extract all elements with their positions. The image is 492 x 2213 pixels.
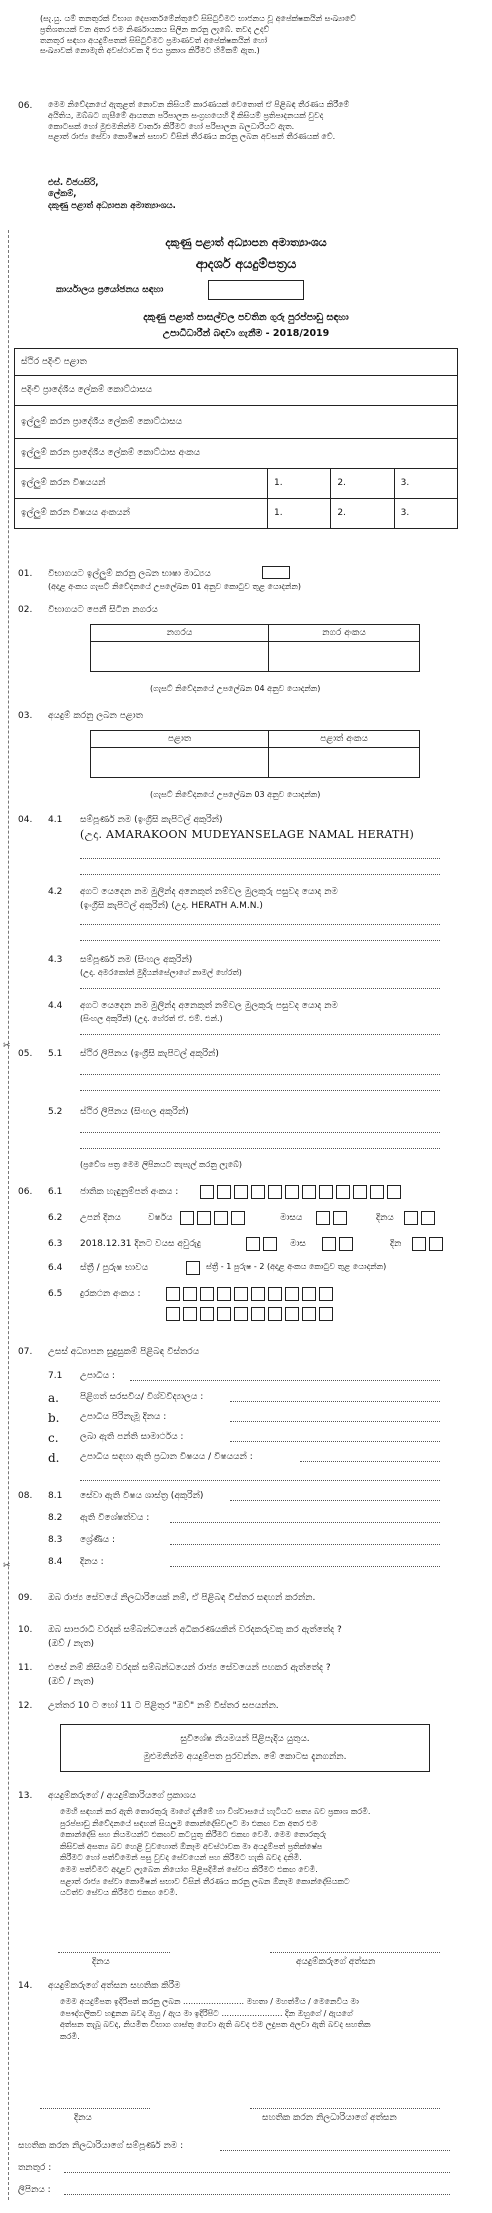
choice-label: 1. [274,508,283,519]
item-label: ඇති විශේෂත්වය : [80,1513,150,1523]
full-name-english-line[interactable] [80,858,440,859]
section-05-number: 05. [18,1049,33,1059]
answer-line[interactable] [170,1522,440,1523]
address-sinhala-line[interactable] [80,1132,440,1133]
declaration-line: පුරප්පාඩු නිවේදනයේ සඳහන් සියලුම කොන්දේසිවලට මා එකඟ වන අතර එම [60,1818,318,1828]
certifying-officer-signature-label: සහතික කරන නිලධාරියාගේ අත්සන [262,2113,397,2123]
digit-box[interactable] [319,1307,333,1321]
digit-box[interactable] [322,1237,336,1251]
medium-box[interactable] [262,566,290,579]
digit-box[interactable] [183,1307,197,1321]
item-6-3-label: 2018.12.31 දිනට වයස අවුරුදු [80,1239,201,1249]
item-6-5-number: 6.5 [48,1289,63,1299]
digit-box[interactable] [234,1287,248,1301]
declaration-line: යටත්ව සේවය කිරීමට එකඟ වෙමි. [60,1888,178,1898]
item-5-1-number: 5.1 [48,1049,63,1059]
item-number: 8.3 [48,1535,63,1545]
town-column-label: නගරය [166,628,193,638]
section-03-note: (ගැසට් නිවේදනයේ උපලේඛන 03 අනුව යොදන්න) [150,790,321,799]
digit-box[interactable] [285,1185,299,1199]
section-01-note: (අදාළ අංකය ගැසට් නිවේදනයේ උපලේඛන 01 අනුව කොටුව තුළ යොදන්න) [48,582,302,591]
certifying-officer-name-line[interactable] [220,2150,450,2151]
item-5-2-number: 5.2 [48,1107,63,1117]
item-4-1-label: සම්පූර්ණ නම (ඉංග්‍රීසි කැපිටල් අකුරින්) [80,815,223,825]
table-row[interactable] [15,376,458,406]
item-label: උපාධිය පිරිනැමූ දිනය : [80,1412,167,1422]
item-6-2-number: 6.2 [48,1213,63,1223]
row-label: ස්ථිර පදිංචි පළාත [21,356,87,367]
dob-day-label: දිනය [376,1213,394,1223]
address-english-line[interactable] [80,1074,440,1075]
item-5-2-label: ස්ථිර ලිපිනය (සිංහල අකුරින්) [80,1107,189,1117]
item-4-3-label: සම්පූර්ණ නම (සිංහල අකුරින්) [80,955,193,965]
notice-line: ප්‍රතිශතයක් වන අතර එම නිර්ණායකය සිලින කරනු ලැබේ. තවද උදව් [40,24,270,34]
table-row[interactable] [15,406,458,439]
section-09-label: ඔබ රාජ්‍ය සේවයේ නිලධාරියෙක් නම්, ඒ පිළිබඳ විස්තර සඳහන් කරන්න. [48,1593,316,1603]
notice-box-line-2: මුළුමනින්ම අයදුම්පත පුරවන්න. මේ කොටස දැනගන්න. [143,1752,347,1762]
item-6-3-number: 6.3 [48,1239,63,1249]
item-4-4-label: අගට යෙදෙන නම මුලින්ද අනෙකුත් නම්වල මුලකුරු පසුවද යොද නම [80,1001,338,1011]
section-02-note: (ගැසට් නිවේදනයේ උපලේඛන 04 අනුව යොදන්න) [150,684,321,693]
town-header [91,625,269,642]
item-6-2-label: උපන් දිනය [80,1213,121,1223]
section-13-number: 13. [18,1791,33,1801]
row-label: ඉල්ලුම් කරන විෂයය අංකයන් [21,508,130,519]
item-letter: a. [48,1391,59,1405]
section-09-number: 09. [18,1593,33,1603]
section-03-label: අයදුම් කරනු ලබන පළාත [48,711,143,721]
digit-box[interactable] [285,1287,299,1301]
digit-box[interactable] [200,1307,214,1321]
notice-line: (සැ.යු. යම් තනතුරක් විභාග දෙපාර්තමේන්තුවේ සිසිටුවීමට භාජනය වූ අපේක්ෂකයින් සංඛ්‍යාවේ [40,14,356,23]
full-name-sinhala-line[interactable] [80,988,440,989]
digit-box[interactable] [333,1211,347,1225]
choice-label: 2. [337,478,346,489]
certification-line: අත්සන තැබූ බවද, නියමිත විභාග ගාස්තු ගෙවා ඇති බවද එම ලදුපත අලවා ඇති බවද සහතික [60,2020,371,2030]
answer-line[interactable] [230,1421,440,1422]
digit-box[interactable] [319,1287,333,1301]
digit-box[interactable] [336,1185,350,1199]
item-4-3-example: (උදා. අමරකෝන් මුදියන්සේලාගේ නාමල් හේරත්) [80,968,242,977]
item-06-line: කොටසක් හෝ මුළුමනින්ම වාර්තා කිරීමට හෝ පරිපාලන බලධාරියට ඇත. [48,121,295,131]
signatory-name: එස්. විජයසිරි, [48,178,99,188]
cut-line [8,230,9,2200]
certifying-officer-address-label: ලිපිනය : [18,2185,51,2195]
address-sinhala-line[interactable] [80,1148,440,1149]
declaration-date-label: දිනය [92,1957,110,1967]
digit-box[interactable] [319,1185,333,1199]
digit-box[interactable] [268,1307,282,1321]
item-06-line: මෙම නිවේදනයේ ඇතුළත් නොවන කිසියම් කාරණයක් වෙතොත් ඒ පිළිබඳ තීරණය කිරීමේ [48,100,350,109]
dob-year-label: වර්ෂය [148,1213,173,1223]
initials-english-line[interactable] [80,940,440,941]
certification-line: කරමි. [60,2031,80,2041]
row-label: ඉල්ලුම් කරන ප්‍රාදේශීය ලේකම් කොට්ඨාසය [21,416,183,427]
digit-box[interactable] [166,1307,180,1321]
item-4-1-number: 4.1 [48,815,63,825]
item-6-1-label: ජාතික හැඳුනුම්පත් අංකය : [80,1187,179,1197]
answer-line[interactable] [230,1500,440,1501]
digit-box[interactable] [387,1185,401,1199]
province-number-header [269,731,420,748]
item-number: 8.4 [48,1557,63,1567]
section-10-label: ඔබ සාපරාධී වරදක් සම්බන්ධයෙන් අධිකරණයකින් වරදකරුවකු කර ඇත්තේද ? [48,1625,342,1635]
answer-line[interactable] [170,1566,440,1567]
digit-box[interactable] [429,1237,443,1251]
digit-box[interactable] [421,1211,435,1225]
province-header [91,731,269,748]
declaration-line: කිරීමට හෝ පත්වීමෙන් පසු වුවද සේවයෙන් පහ කිරීමට හැකි බවද දනිමි. [60,1853,302,1863]
certification-text [60,1996,480,2042]
town-number-header [269,625,420,642]
important-notice-box [60,1724,430,1772]
item-label: උපාධිය සඳහා ඇති ප්‍රධාන විෂයය / විෂයයන් : [80,1452,253,1462]
row-label: පදිංචි ප්‍රාදේශීය ලේකම් කොට්ඨාසය [21,385,153,396]
item-4-2-label-2: (ඉංග්‍රීසි කැපිටල් අකුරින්) (උදා. HERATH A.M.N.) [80,901,263,911]
choice-cell[interactable] [331,499,394,529]
form-subtitle-1: දකුණු පළාත් පාසල්වල පවතින ගුරු පුරප්පාඩු සඳහා [143,312,349,323]
item-4-1-example: (උදා. AMARAKOON MUDEYANSELAGE NAMAL HERATH) [80,828,415,841]
digit-box[interactable] [251,1287,265,1301]
section-08-number: 08. [18,1491,33,1501]
town-number-input[interactable] [269,642,420,672]
town-table [90,624,420,672]
province-table [90,730,420,778]
item-label: ශ්‍රේණිය : [80,1535,116,1545]
item-4-4-number: 4.4 [48,1001,63,1011]
item-4-4-label-2: (සිංහල අකුරින්) (උදා. හේරත් ඒ. එම්. එන්.) [80,1014,223,1023]
digit-box[interactable] [404,1211,418,1225]
section-14-number: 14. [18,1981,33,1991]
item-label: ලබා ඇති පන්ති සාමාර්ථය : [80,1432,184,1442]
section-01-label: විභාගයට ඉල්ලුම් කරනු ලබන භාෂා මාධ්‍යය [48,569,211,579]
digit-box[interactable] [246,1237,260,1251]
choice-label: 1. [274,478,283,489]
declaration-line: කොන්දේසි සහ නියමයන්ට එකඟව කටයුතු කිරීමට එකඟ වෙමි. මෙම තොරතුරු [60,1830,327,1840]
answer-line[interactable] [170,1544,440,1545]
town-number-column-label: නගර අංකය [322,628,366,638]
declaration-date-line[interactable] [58,1952,170,1953]
declaration-line: මෙහි සඳහන් කර ඇති තොරතුරු මාගේ දැනීමේ හා විශ්වාසයේ හැටියට සත්‍ය බව ප්‍රකාශ කරමි. [60,1807,371,1816]
item-label: සේවා ඇති විෂය ශාස්ත්‍ර (අකුරින්) [80,1491,204,1501]
section-11-label: එසේ නම් කිසියම් වරදක් සම්බන්ධයෙන් රාජ්‍ය සේවයෙන් පහකර ඇත්තේද ? [48,1663,331,1673]
choice-label: 3. [400,478,410,489]
section-11-options[interactable]: (ඔව් / නැත) [48,1677,95,1687]
certifying-officer-signature-line[interactable] [250,2108,440,2109]
answer-line[interactable] [300,1461,440,1462]
choice-cell[interactable] [394,469,457,499]
section-07-label: උසස් අධ්‍යාපන සුදුසුකම් පිළිබඳ විස්තරය [48,1347,200,1357]
answer-line[interactable] [230,1401,440,1402]
province-number-input[interactable] [269,748,420,778]
digit-box[interactable] [231,1211,245,1225]
item-6-4-label: ස්ත්‍රී / පුරුෂ භාවය [80,1263,149,1273]
declaration-line: කිසිවක් අසත්‍ය බව හෙළි වුවහොත් ඕනෑම අවස්ථාවක මා අයදුම්පත් ප්‍රතික්ෂේප [60,1841,323,1851]
row-label: ඉල්ලුම් කරන විෂයයන් [21,478,106,489]
digit-box[interactable] [217,1287,231,1301]
initials-sinhala-line[interactable] [80,1034,440,1035]
digit-box[interactable] [412,1237,426,1251]
item-06-line: අයිතිය, ඔබ්බට ගැසීමේ ආයතන පරිපාලන සංග්‍රහයෙහි දී කිසියම් ප්‍රතිපාදනයක් වුවද [48,110,324,120]
section-03-number: 03. [18,711,33,721]
initials-english-line[interactable] [80,924,440,925]
item-letter: c. [48,1431,59,1445]
digit-box[interactable] [339,1237,353,1251]
item-label: පිළිගත් සරසවිය/ විශ්වවිද්‍යාලය : [80,1392,204,1402]
form-subtitle-2: උපාධිධාරීන් බඳවා ගැනීම - 2018/2019 [162,328,330,339]
section-12-number: 12. [18,1701,33,1711]
item-letter: b. [48,1411,60,1425]
degree-line[interactable] [130,1380,440,1381]
section-05-note: (ප්‍රවේශ පත්‍ර මෙම ලිපිනයට තැපැල් කරනු ලැබේ) [80,1160,243,1169]
declaration-signature-label: අයදුම්කරුගේ අත්සන [296,1957,376,1967]
declaration-signature-line[interactable] [270,1952,440,1953]
town-input[interactable] [91,642,269,672]
age-month-label: මාස [290,1239,306,1249]
digit-box[interactable] [183,1287,197,1301]
item-letter: d. [48,1451,60,1465]
choice-label: 3. [400,508,410,519]
section-06-number: 06. [18,1187,33,1197]
digit-box[interactable] [251,1185,265,1199]
digit-box[interactable] [263,1237,277,1251]
choice-cell[interactable] [268,499,331,529]
office-use-label: කාර්යාලය ප්‍රයෝජනය සඳහා [56,285,164,295]
ministry-title: දකුණු පළාත් අධ්‍යාපන අමාත්‍යාංශය [165,236,327,249]
full-name-english-line[interactable] [80,874,440,875]
gender-note: ස්ත්‍රී - 1 පුරුෂ - 2 (අදාළ අංකය කොටුව තුළ යොදන්න) [206,1262,387,1271]
section-04-number: 04. [18,815,33,825]
declaration-line: මෙම පත්වීමට අදාළව ලැබෙන නියෝග පිළිපදිමින් සේවය කිරීමට එකඟ වෙමි. [60,1864,318,1874]
item-7-1-label: උපාධිය : [80,1371,115,1381]
digit-box[interactable] [316,1211,330,1225]
digit-box[interactable] [302,1287,316,1301]
section-10-options[interactable]: (ඔව් / නැත) [48,1639,95,1649]
notice-line: තනතුර සඳහා අයදුම්පතක් සිසිටුවීමට ප්‍රමාණවත් අපේක්ෂකයින් හෝ [40,35,268,45]
digit-box[interactable] [217,1307,231,1321]
province-number-column-label: පළාත් අංකය [320,734,368,744]
choice-label: 2. [337,508,346,519]
certification-line: මෙම අයදුම්පත ඉදිරිපත් කරනු ලබන ........................ මහතා / මහත්මිය / මෙනෙවිය මා [60,1997,359,2006]
choice-cell[interactable] [394,499,457,529]
answer-line[interactable] [80,1480,440,1481]
digit-box[interactable] [214,1211,228,1225]
certification-heading: අයදුම්කරුගේ අත්සන සහතික කිරීම [48,1981,181,1991]
top-notice [40,14,480,57]
dob-month-label: මාසය [280,1213,303,1223]
province-column-label: පළාත [167,734,192,744]
digit-box[interactable] [234,1185,248,1199]
age-day-label: දින [390,1239,402,1249]
declaration-heading: අයදුම්කරුගේ / අයදුම්කාරියගේ ප්‍රකාශය [48,1791,196,1801]
certifying-officer-title-line[interactable] [64,2172,450,2173]
digit-box[interactable] [166,1287,180,1301]
choice-cell[interactable] [331,469,394,499]
item-6-1-number: 6.1 [48,1187,63,1197]
table-row [15,469,268,499]
table-row[interactable] [15,439,458,469]
choice-cell[interactable] [268,469,331,499]
section-01-number: 01. [18,569,33,579]
section-02-number: 02. [18,605,33,615]
scissor-icon: ✂ [3,1561,11,1571]
row-label: ඉල්ලුම් කරන ප්‍රාදේශීය ලේකම් කොට්ඨාස අංකය [21,448,201,459]
digit-box[interactable] [234,1307,248,1321]
item-6-5-label: දුරකථන අංකය : [80,1289,141,1299]
item-06-number: 06. [18,101,33,111]
gender-box[interactable] [186,1261,200,1275]
signatory-office: දකුණු පළාත් අධ්‍යාපන අමාත්‍යාංශය. [48,200,176,211]
certification-date-line[interactable] [40,2108,150,2109]
declaration-text [60,1806,470,1899]
form-title: ආදර්ශ අයදුම්පත්‍රය [195,257,297,272]
certifying-officer-address-line[interactable] [64,2194,450,2195]
section-02-label: විභාගයට පෙනී සිටින නගරය [48,605,158,615]
digit-box[interactable] [268,1185,282,1199]
digit-box[interactable] [302,1307,316,1321]
table-row[interactable] [15,349,458,376]
section-12-label: උත්තර 10 ට හෝ 11 ට පිළිතුර "ඔව්" නම් විස්තර සපයන්න. [48,1701,279,1711]
item-6-4-number: 6.4 [48,1263,63,1273]
digit-box[interactable] [268,1287,282,1301]
province-input[interactable] [91,748,269,778]
item-06-text [48,100,480,143]
declaration-line: පළාත් රාජ්‍ය සේවා කොමිෂන් සභාව විසින් තීරණය කරනු ලබන ඕනෑම කොන්දේසියකට [60,1876,350,1886]
address-english-line[interactable] [80,1090,440,1091]
office-use-box[interactable] [208,280,304,300]
digit-box[interactable] [251,1307,265,1321]
certifying-officer-title-label: තනතුර : [18,2163,52,2173]
digit-box[interactable] [200,1287,214,1301]
digit-box[interactable] [353,1185,367,1199]
digit-box[interactable] [197,1211,211,1225]
scissor-icon: ✂ [3,1041,11,1051]
certification-line: පෞද්ගලිකව හඳුනන බවද ඔහු / ඇය මා ඉදිරිපිට ........................ දින ඔහුගේ / ඇයගේ [60,2008,353,2018]
section-07-number: 07. [18,1347,33,1357]
item-4-2-label: අගට යෙදෙන නම මුලින්ද අනෙකුත් නම්වල මුලකුරු පසුවද යොද නම [80,887,338,897]
digit-box[interactable] [285,1307,299,1321]
item-label: දිනය : [80,1557,104,1567]
preference-table [14,348,458,529]
signatory-title: ලේකම්, [48,189,77,200]
item-5-1-label: ස්ථිර ලිපිනය (ඉංග්‍රීසි කැපිටල් අකුරින්) [80,1049,219,1059]
certification-date-label: දිනය [74,2113,92,2123]
answer-line[interactable] [230,1441,440,1442]
table-row [15,499,268,529]
item-4-2-number: 4.2 [48,887,63,897]
item-4-3-number: 4.3 [48,955,63,965]
digit-box[interactable] [370,1185,384,1199]
certifying-officer-name-label: සහතික කරන නිලධාරියාගේ සම්පූර්ණ නම : [18,2141,184,2151]
signatory-block [48,178,176,212]
digit-box[interactable] [200,1185,214,1199]
item-06-line: පළාත් රාජ්‍ය සේවා කොමිෂන් සභාව විසින් තීරණය කරනු ලබන අවසන් තීරණයක් වේ. [48,132,336,142]
digit-box[interactable] [302,1185,316,1199]
section-11-number: 11. [18,1663,33,1673]
item-number: 8.1 [48,1491,63,1501]
item-number: 8.2 [48,1513,63,1523]
digit-box[interactable] [180,1211,194,1225]
notice-line: සංඛ්‍යාවක් නොමැති අවස්ථාවක දී එය ප්‍රකාශ කිරීමට හිමිකම් ඇත.) [40,46,260,56]
item-7-1-number: 7.1 [48,1371,63,1381]
section-10-number: 10. [18,1625,33,1635]
notice-box-line-1: සුවිශේෂ නියමයන් පිළිපැදිය යුතුය. [180,1734,310,1744]
digit-box[interactable] [217,1185,231,1199]
